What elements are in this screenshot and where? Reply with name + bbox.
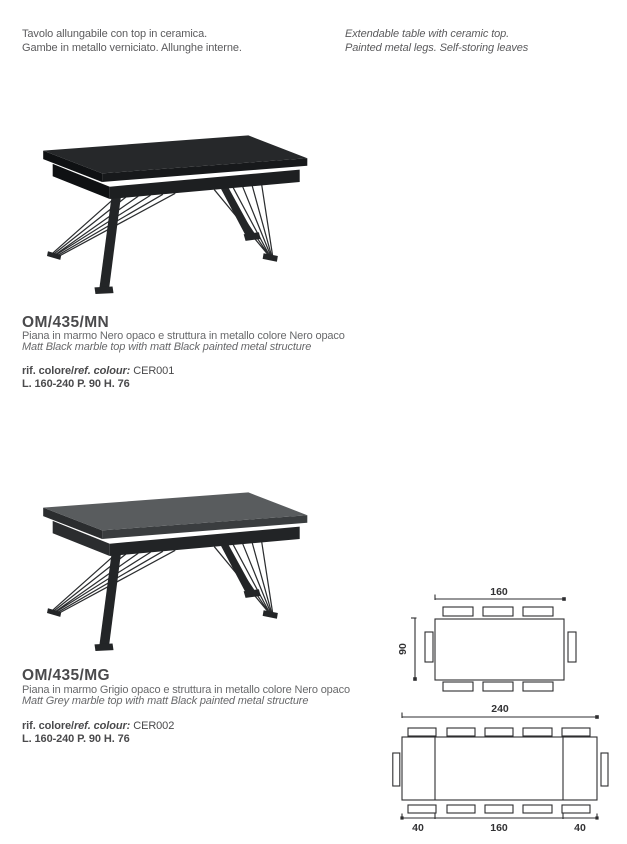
intro-italian-line-2: Gambe in metallo verniciato. Allunghe interne.	[22, 41, 242, 54]
dim-label-width: 160	[490, 586, 508, 598]
intro-english	[345, 28, 528, 55]
product-dimensions-2: L. 160-240 P. 90 H. 76	[22, 733, 130, 745]
chair	[562, 805, 590, 813]
top-chairs-row	[408, 728, 590, 736]
product-description-it-2: Piana in marmo Grigio opaco e struttura in metallo colore Nero opaco	[22, 684, 350, 696]
chair	[447, 805, 475, 813]
chair	[523, 805, 552, 813]
chair	[483, 607, 513, 616]
dim-line-depth	[411, 618, 417, 681]
table-legs	[47, 542, 278, 651]
chair	[523, 682, 553, 691]
product-dimensions-1: L. 160-240 P. 90 H. 76	[22, 378, 130, 390]
chair	[408, 728, 436, 736]
intro-english-line-2: Painted metal legs. Self-storing leaves	[345, 41, 529, 54]
color-ref-label-it-1: rif. colore/	[22, 365, 74, 377]
dim-label-depth: 90	[397, 643, 409, 655]
product-description-en-2: Matt Grey marble top with matt Black painted metal structure	[22, 695, 309, 707]
top-chairs-row	[443, 607, 553, 616]
intro-english-line-1: Extendable table with ceramic top.	[345, 28, 510, 40]
chair	[485, 805, 513, 813]
color-ref-line-2	[22, 720, 174, 732]
table-outline-extended	[402, 737, 597, 800]
intro-italian-line-1: Tavolo allungabile con top in ceramica.	[22, 28, 208, 40]
table-outline-closed	[435, 619, 564, 680]
color-ref-label-en-1: ref. colour:	[73, 365, 131, 377]
chair	[483, 682, 513, 691]
chair	[393, 753, 400, 786]
chair	[447, 728, 475, 736]
chair	[443, 682, 473, 691]
dim-label-leaf-left: 40	[412, 822, 424, 834]
product-photo-grey-table	[28, 462, 313, 671]
table-legs	[47, 185, 278, 294]
bottom-chairs-row	[443, 682, 553, 691]
color-ref-label-en-2: ref. colour:	[73, 720, 131, 732]
product-code-1: OM/435/MN	[22, 314, 110, 331]
product-code-2: OM/435/MG	[22, 667, 111, 684]
color-ref-line-1	[22, 365, 174, 377]
dim-label-total: 240	[491, 703, 509, 715]
drawing-closed-table	[392, 582, 587, 694]
chair	[485, 728, 513, 736]
color-ref-value-1: CER001	[133, 365, 175, 377]
product-description-en-1: Matt Black marble top with matt Black painted metal structure	[22, 341, 312, 353]
chair	[408, 805, 436, 813]
chair	[601, 753, 608, 786]
dim-label-center: 160	[490, 822, 508, 834]
chair	[443, 607, 473, 616]
chair	[568, 632, 576, 662]
drawing-extended-table	[392, 700, 610, 836]
product-description-it-1: Piana in marmo Nero opaco e struttura in metallo colore Nero opaco	[22, 330, 345, 342]
chair	[523, 607, 553, 616]
product-photo-black-table	[28, 105, 313, 314]
dim-line-sections	[400, 814, 598, 820]
chair	[425, 632, 433, 662]
color-ref-value-2: CER002	[133, 720, 175, 732]
dim-label-leaf-right: 40	[574, 822, 586, 834]
color-ref-label-it-2: rif. colore/	[22, 720, 74, 732]
chair	[562, 728, 590, 736]
bottom-chairs-row	[408, 805, 590, 813]
intro-italian	[22, 28, 242, 55]
chair	[523, 728, 552, 736]
